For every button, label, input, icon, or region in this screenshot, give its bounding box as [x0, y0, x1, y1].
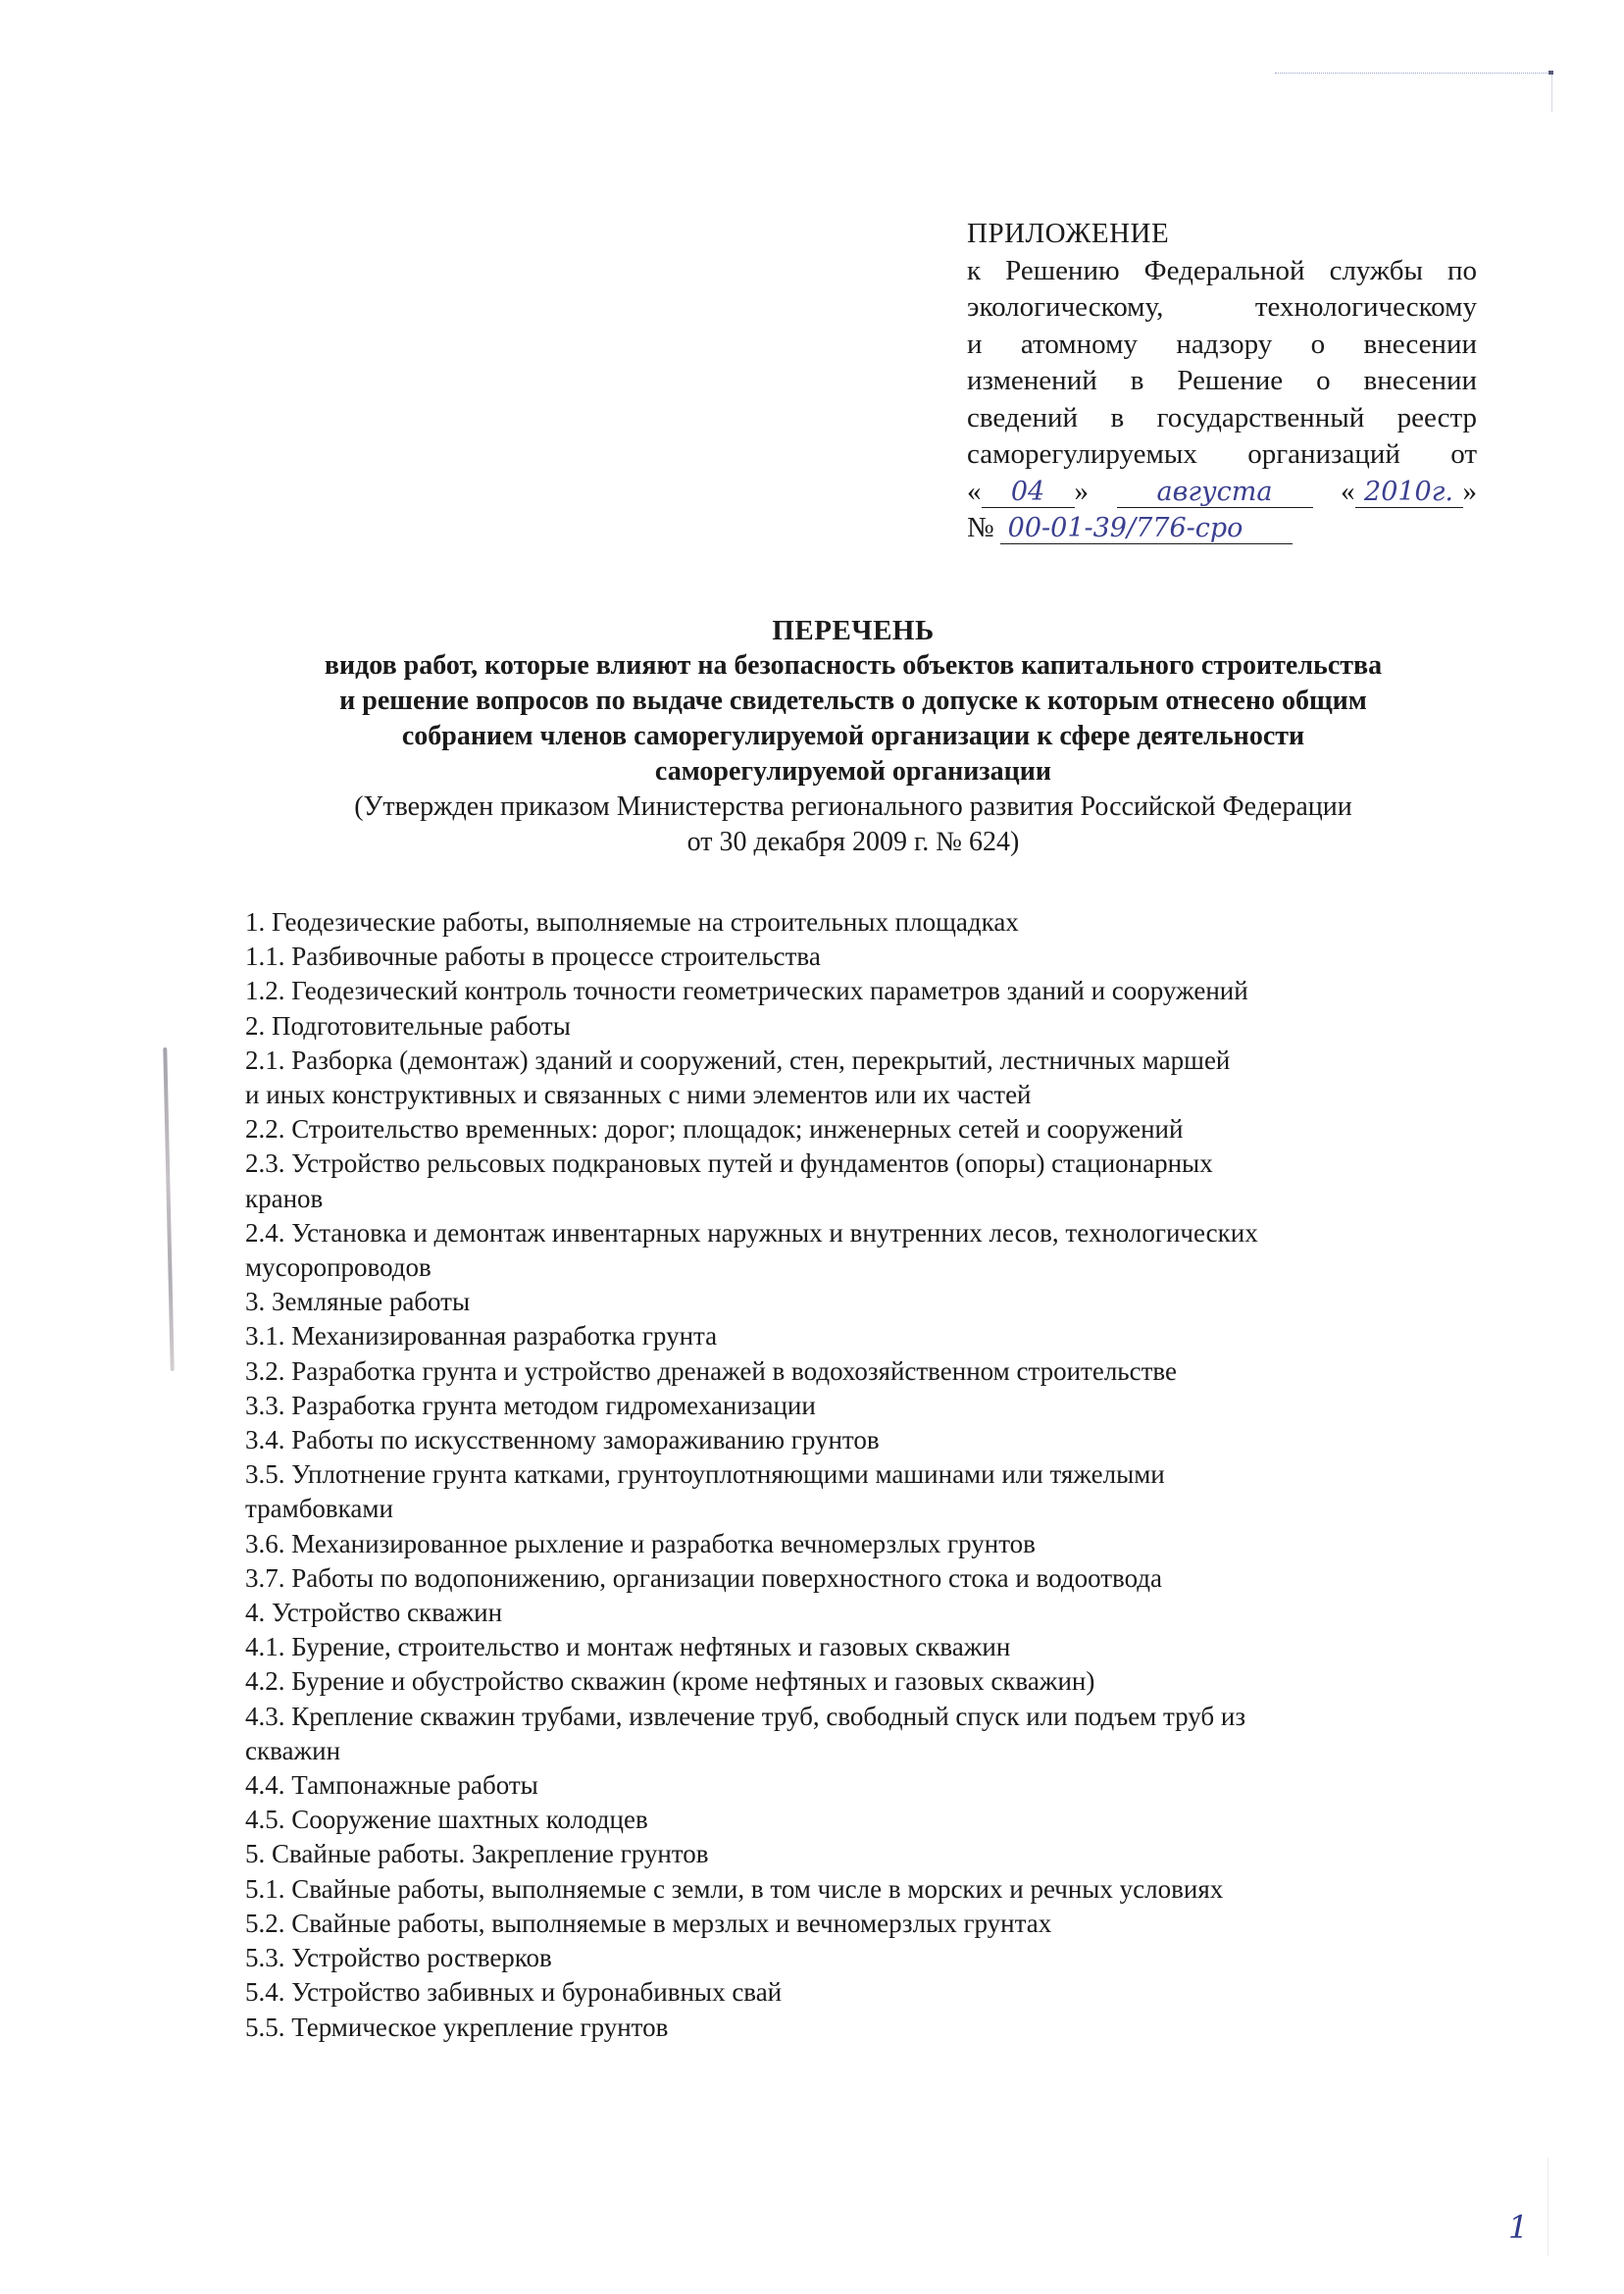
work-list-item: 2.4. Установка и демонтаж инвентарных наружных и внутренних лесов, технологических	[245, 1217, 1258, 1248]
work-list-item: 3.4. Работы по искусственному замораживанию грунтов	[245, 1425, 880, 1455]
work-list-item: 5. Свайные работы. Закрепление грунтов	[245, 1839, 709, 1869]
date-day-handwritten: 04	[982, 478, 1075, 508]
document-subtitle-line: собранием членов саморегулируемой организации к сфере деятельности	[401, 721, 1305, 751]
decision-date	[967, 474, 1477, 511]
decision-number	[967, 510, 1477, 547]
margin-pencil-mark	[163, 1047, 174, 1371]
work-list-item: 4. Устройство скважин	[245, 1598, 503, 1628]
work-list-item: 1.2. Геодезический контроль точности геометрических параметров зданий и сооружений	[245, 976, 1248, 1006]
document-subtitle-line: и решение вопросов по выдаче свидетельств о допуске к которым отнесено общим	[339, 686, 1367, 716]
work-list-item: 5.2. Свайные работы, выполняемые в мерзлых и вечномерзлых грунтах	[245, 1908, 1052, 1938]
document-subtitle-line: саморегулируемой организации	[654, 756, 1052, 787]
work-list-item: 4.5. Сооружение шахтных колодцев	[245, 1805, 648, 1835]
work-list-item: 4.1. Бурение, строительство и монтаж нефтяных и газовых скважин	[245, 1632, 1011, 1662]
work-list-item: 3.2. Разработка грунта и устройство дренажей в водохозяйственном строительстве	[245, 1355, 1177, 1386]
document-heading: ПЕРЕЧЕНЬ	[772, 615, 935, 646]
work-list-item: 4.2. Бурение и обустройство скважин (кроме нефтяных и газовых скважин)	[245, 1666, 1095, 1697]
page-number-handwritten: 1	[1508, 2209, 1529, 2246]
work-list-item: скважин	[245, 1735, 341, 1765]
work-list-item: 5.3. Устройство ростверков	[245, 1943, 552, 1973]
scan-edge-line-vertical	[1551, 73, 1552, 112]
work-list-item: 2.3. Устройство рельсовых подкрановых путей и фундаментов (опоры) стационарных	[245, 1148, 1213, 1179]
appendix-line: сведений в государственный реестр	[967, 401, 1477, 433]
work-list-item: 3.7. Работы по водопонижению, организации поверхностного стока и водоотвода	[245, 1562, 1163, 1593]
date-year-group	[1341, 474, 1477, 511]
work-list-item: 3.3. Разработка грунта методом гидромеханизации	[245, 1390, 816, 1420]
work-list-item: 2.2. Строительство временных: дорог; площадок; инженерных сетей и сооружений	[245, 1114, 1184, 1145]
document-subtitle-line: видов работ, которые влияют на безопасность объектов капитального строительства	[324, 650, 1383, 681]
appendix-line: саморегулируемых организаций от	[967, 438, 1477, 470]
approval-note-line: (Утвержден приказом Министерства регионального развития Российской Федерации	[354, 791, 1352, 822]
work-list-item: 3.6. Механизированное рыхление и разработка вечномерзлых грунтов	[245, 1528, 1036, 1558]
work-types-list	[245, 905, 1461, 2045]
appendix-line: к Решению Федеральной службы по	[967, 254, 1477, 286]
work-list-item: 4.4. Тампонажные работы	[245, 1770, 538, 1801]
open-quote: «	[967, 475, 982, 507]
work-list-item: 3.1. Механизированная разработка грунта	[245, 1321, 718, 1351]
appendix-line: изменений в Решение о внесении	[967, 365, 1477, 396]
work-list-item: мусоропроводов	[245, 1252, 431, 1283]
work-list-item: 4.3. Крепление скважин трубами, извлечение труб, свободный спуск или подъем труб из	[245, 1701, 1246, 1731]
work-list-item: 3. Земляные работы	[245, 1287, 471, 1317]
date-year-handwritten: 2010г.	[1355, 478, 1463, 508]
approval-note-line: от 30 декабря 2009 г. № 624)	[686, 827, 1020, 857]
appendix-line: и атомному надзору о внесении	[967, 328, 1477, 360]
date-day-group	[967, 474, 1089, 511]
document-title-block	[235, 613, 1471, 860]
work-list-item: и иных конструктивных и связанных с ними элементов или их частей	[245, 1080, 1032, 1110]
work-list-item: 2. Подготовительные работы	[245, 1010, 571, 1041]
work-list-item: трамбовками	[245, 1494, 393, 1524]
work-list-item: 1.1. Разбивочные работы в процессе строительства	[245, 942, 821, 972]
appendix-line: экологическому, технологическому	[967, 291, 1477, 323]
close-quote: »	[1074, 475, 1089, 507]
number-handwritten: 00-01-39/776-сро	[1000, 514, 1293, 544]
date-month-handwritten: августа	[1117, 478, 1313, 508]
appendix-body	[967, 253, 1477, 474]
open-quote: «	[1341, 475, 1355, 507]
close-quote: »	[1462, 475, 1477, 507]
scan-edge-mark	[1548, 71, 1553, 75]
work-list-item: 5.5. Термическое укрепление грунтов	[245, 2012, 669, 2042]
scan-edge-line	[1275, 73, 1551, 74]
work-list-item: 5.1. Свайные работы, выполняемые с земли, в том числе в морских и речных условиях	[245, 1873, 1224, 1904]
work-list-item: 3.5. Уплотнение грунта катками, грунтоуплотняющими машинами или тяжелыми	[245, 1459, 1165, 1490]
work-list-item: 5.4. Устройство забивных и буронабивных свай	[245, 1977, 783, 2008]
appendix-header	[967, 216, 1477, 547]
work-list-item: кранов	[245, 1183, 324, 1213]
number-label: №	[967, 512, 994, 543]
work-list-item: 1. Геодезические работы, выполняемые на строительных площадках	[245, 907, 1019, 937]
appendix-title: ПРИЛОЖЕНИЕ	[967, 218, 1170, 249]
work-list-item: 2.1. Разборка (демонтаж) зданий и сооружений, стен, перекрытий, лестничных маршей	[245, 1045, 1231, 1075]
